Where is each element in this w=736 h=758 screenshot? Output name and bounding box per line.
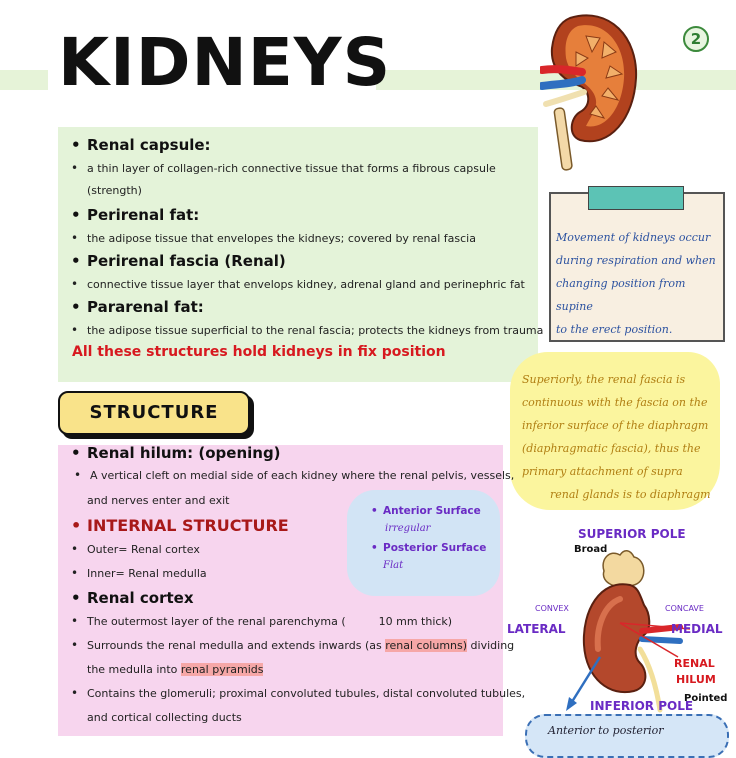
- structure-badge: STRUCTURE: [58, 391, 250, 435]
- posterior-surface-note: Flat: [383, 560, 404, 571]
- renal-hilum-label-2: HILUM: [676, 673, 716, 686]
- concave-label: CONCAVE: [665, 604, 704, 613]
- medial-label: MEDIAL: [671, 622, 723, 636]
- renal-capsule-heading: • Renal capsule:: [87, 136, 211, 154]
- anterior-surface-heading: • Anterior Surface: [383, 505, 481, 517]
- coverings-note: All these structures hold kidneys in fix position: [72, 344, 446, 360]
- renal-cortex-heading: • Renal cortex: [87, 589, 194, 607]
- perirenal-fascia-heading: • Perirenal fascia (Renal): [87, 252, 286, 270]
- cortex-pyramids-text: the medulla into renal pyramids: [87, 663, 264, 676]
- header-stripe-left: [0, 70, 48, 90]
- anterior-surface-note: irregular: [385, 523, 431, 534]
- cortex-contents-text: • Contains the glomeruli; proximal convoluted tubules, distal convoluted tubules,: [87, 687, 525, 700]
- renal-hilum-heading: • Renal hilum: (opening): [87, 444, 281, 462]
- lateral-label: LATERAL: [507, 622, 566, 636]
- pararenal-fat-text: • the adipose tissue superficial to the renal fascia; protects the kidneys from trauma: [87, 324, 543, 337]
- superior-pole-label: SUPERIOR POLE: [578, 527, 686, 541]
- renal-hilum-text: • A vertical cleft on medial side of each kidney where the renal pelvis, vessels,: [90, 469, 514, 482]
- inner-medulla-text: • Inner= Renal medulla: [87, 567, 207, 580]
- perirenal-fascia-text: • connective tissue layer that envelops kidney, adrenal gland and perinephric fat: [87, 278, 525, 291]
- pararenal-fat-heading: • Pararenal fat:: [87, 298, 204, 316]
- cortex-columns-text: • Surrounds the renal medulla and extends inwards (as renal columns) dividing: [87, 639, 514, 652]
- renal-columns-highlight: renal columns): [385, 639, 468, 652]
- renal-hilum-text-cont: and nerves enter and exit: [87, 494, 230, 507]
- broad-label: Broad: [574, 544, 608, 555]
- page-number-badge: 2: [683, 26, 709, 52]
- convex-label: CONVEX: [535, 604, 569, 613]
- bottom-note-text: Anterior to posterior: [548, 724, 664, 737]
- renal-pyramids-highlight: renal pyramids: [180, 663, 264, 676]
- perirenal-fat-heading: • Perirenal fat:: [87, 206, 199, 224]
- kidney-section-illustration: [540, 8, 640, 178]
- internal-structure-heading: • INTERNAL STRUCTURE: [87, 516, 289, 535]
- cortex-thickness-text: • The outermost layer of the renal parenchyma ( 10 mm thick): [87, 615, 452, 628]
- pointed-label: Pointed: [684, 693, 728, 704]
- page-title: KIDNEYS: [58, 24, 392, 101]
- card-clip-icon: [588, 186, 684, 210]
- cortex-contents-text-cont: and cortical collecting ducts: [87, 711, 242, 724]
- renal-hilum-label-1: RENAL: [674, 657, 715, 670]
- perirenal-fat-text: • the adipose tissue that envelopes the kidneys; covered by renal fascia: [87, 232, 476, 245]
- renal-capsule-text: • a thin layer of collagen-rich connective tissue that forms a fibrous capsule: [87, 162, 496, 175]
- renal-capsule-text-cont: (strength): [87, 184, 142, 197]
- fascia-note-text: Superiorly, the renal fascia is continuous with the fascia on the inferior surface of the diaphragm (diaphragmatic fascia), thus the primary attachment of supra renal glands is to diaphragm: [522, 373, 711, 501]
- posterior-surface-heading: • Posterior Surface: [383, 542, 486, 554]
- outer-cortex-text: • Outer= Renal cortex: [87, 543, 200, 556]
- movement-note-text: Movement of kidneys occur during respiration and when changing position from supine to the erect position.: [556, 231, 716, 336]
- inferior-pole-label: INFERIOR POLE: [590, 699, 694, 713]
